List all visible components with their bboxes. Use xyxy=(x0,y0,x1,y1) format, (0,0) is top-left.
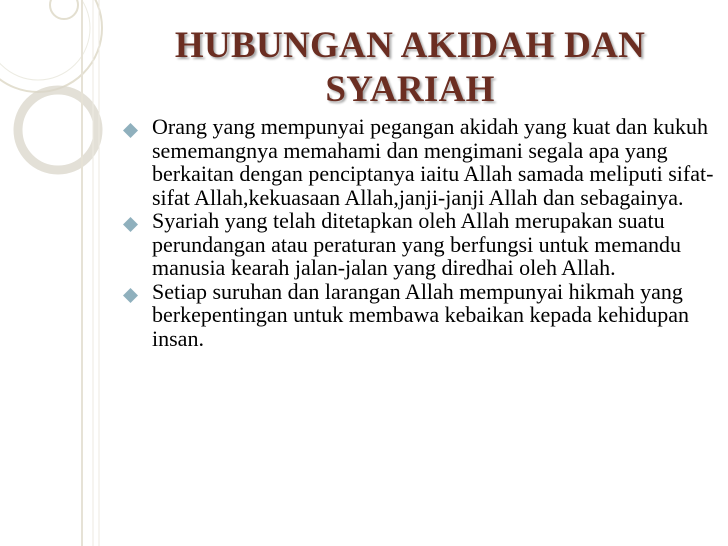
bullet-item xyxy=(122,209,718,280)
deco-circle-small xyxy=(50,0,78,19)
diamond-bullet-icon xyxy=(123,288,138,303)
bullet-list xyxy=(122,115,718,350)
slide-title: HUBUNGAN AKIDAH DAN SYARIAH xyxy=(174,25,646,110)
bullet-item xyxy=(122,280,718,351)
bullet-text: Orang yang mempunyai pegangan akidah yang kuat dan kukuh sememangnya memahami dan mengimani segala apa yang berkaitan dengan penciptanya iaitu Allah samada meliputi sifat-sifat Allah,kekuasaan Allah,janji-janji Allah dan sebagainya. xyxy=(152,114,714,210)
bullet-text: Syariah yang telah ditetapkan oleh Allah merupakan suatu perundangan atau peraturan yang berfungsi untuk memandu manusia kearah jalan-jalan yang diredhai oleh Allah. xyxy=(152,208,682,280)
bullet-item xyxy=(122,115,718,209)
diamond-bullet-icon xyxy=(123,123,138,138)
diamond-bullet-icon xyxy=(123,217,138,232)
bullet-text: Setiap suruhan dan larangan Allah mempunyai hikmah yang berkepentingan untuk membawa kebaikan kepada kehidupan insan. xyxy=(152,278,689,351)
deco-ring xyxy=(18,90,98,170)
